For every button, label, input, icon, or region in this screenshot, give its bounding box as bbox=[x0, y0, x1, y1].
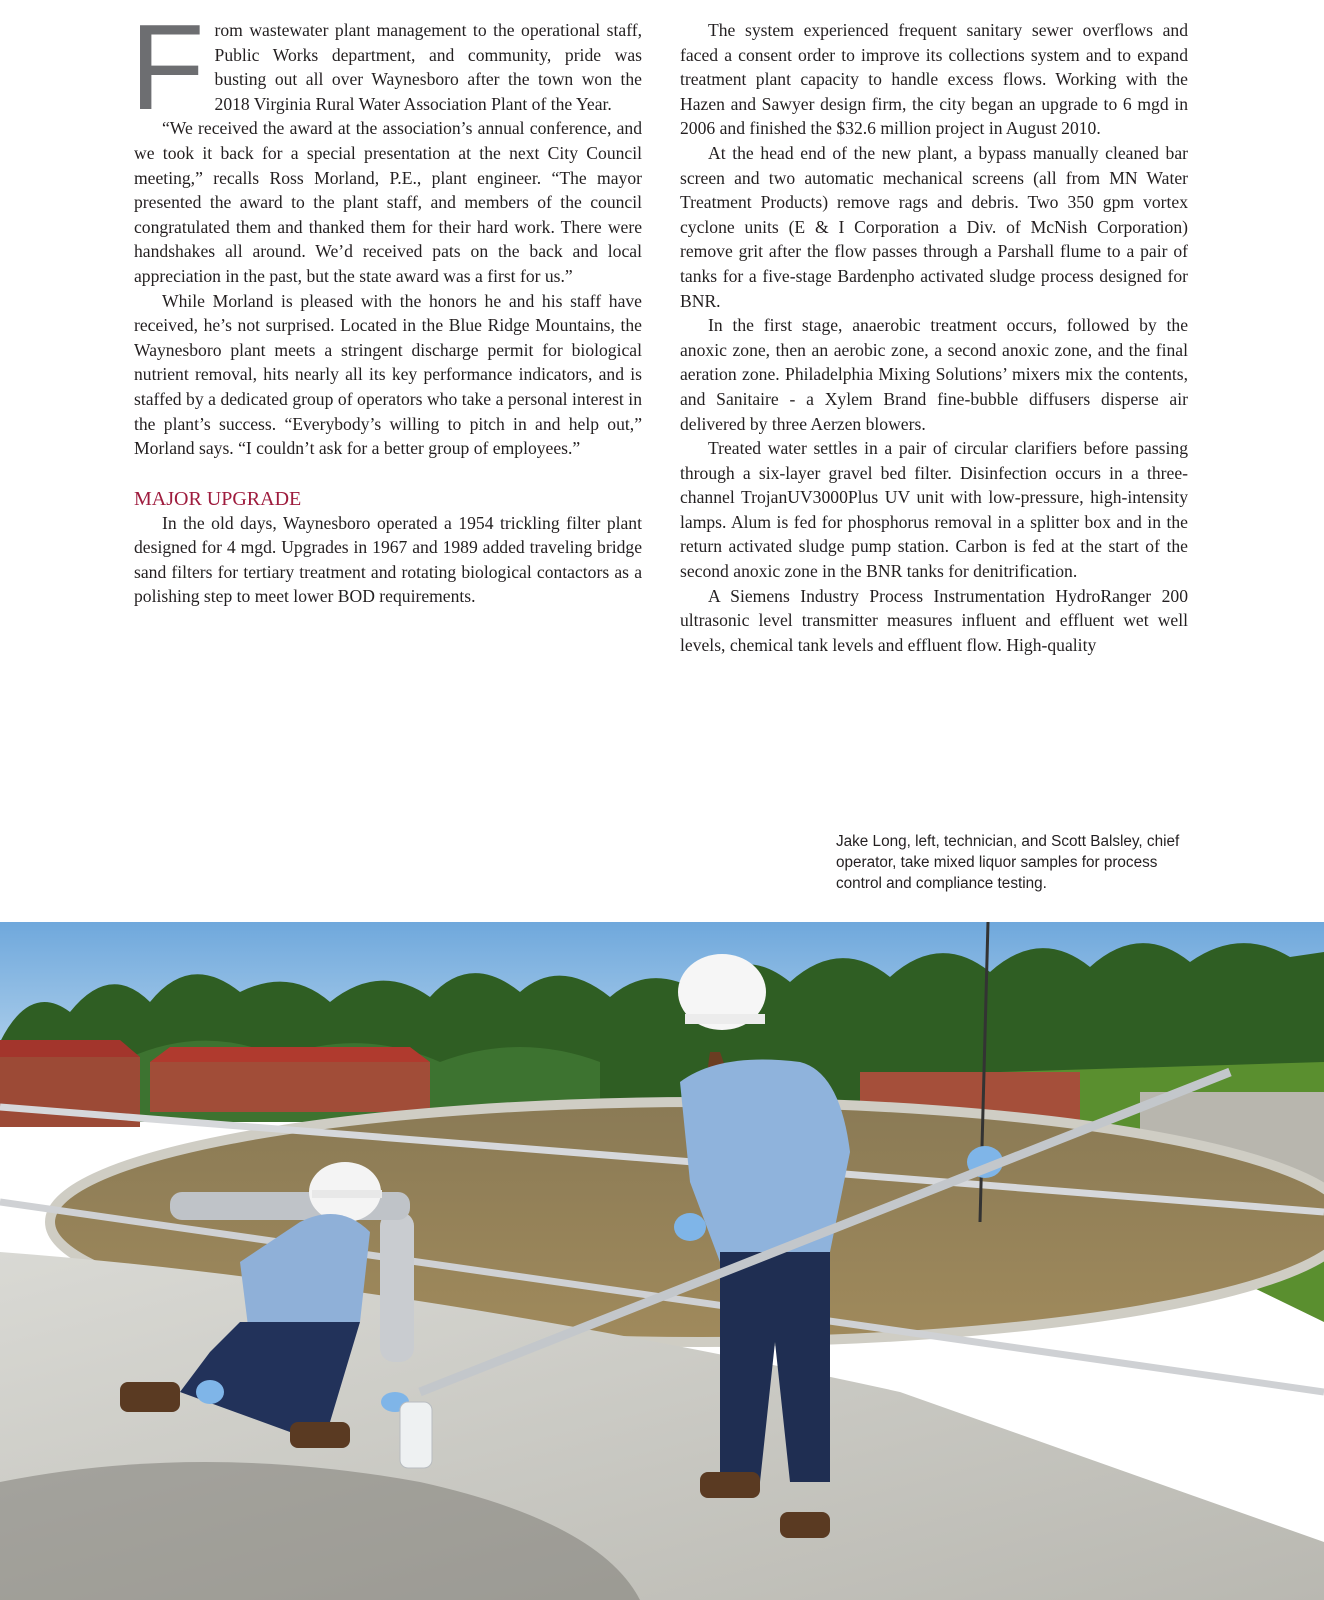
roof-left bbox=[0, 1040, 140, 1057]
left-column bbox=[130, 0, 642, 609]
pipe-vertical bbox=[380, 1212, 414, 1362]
paragraph-siemens: A Siemens Industry Process Instrumentation HydroRanger 200 ultrasonic level transmitter measures influent and effluent wet well levels, chemical tank levels and effluent flow. High-quality bbox=[680, 585, 1188, 655]
paragraph-head-end: At the head end of the new plant, a bypass manually cleaned bar screen and two automatic mechanical screens (all from MN Water Treatment Products) remove rags and debris. Two 350 gpm vortex cyclone units (E & I Corporation a Div. of McNish Corporation) remove grit after the flow passes through a Parshall flume to a pair of tanks for a five-stage Bardenpho activated sludge process designed for BNR. bbox=[680, 142, 1188, 311]
drop-cap: F bbox=[130, 0, 205, 135]
photo-caption: Jake Long, left, technician, and Scott Balsley, chief operator, take mixed liquor samples for process control and compliance testing. bbox=[836, 833, 1180, 892]
brick-building-center bbox=[150, 1062, 430, 1112]
photo-illustration bbox=[0, 922, 1324, 1600]
paragraph-intro bbox=[130, 0, 642, 135]
paragraph-treated-water: Treated water settles in a pair of circular clarifiers before passing through a six-layer gravel bed filter. Disinfection occurs in a three-channel TrojanUV3000Plus UV unit with low-pressure, high-intensity lamps. Alum is fed for phosphorus removal in a splitter box and in the return activated sludge pump station. Carbon is fed at the start of the second anoxic zone in the BNR tanks for denitrification. bbox=[680, 438, 1188, 582]
paragraph-award-quote: “We received the award at the association’s annual conference, and we took it back for a special presentation at the next City Council meeting,” recalls Ross Morland, P.E., plant engineer. “The mayor presented the award to the plant staff, and members of the council congratulated them and thanked them for their hard work. There were handshakes all around. We’d received pats on the back and local appreciation in the past, but the state award was a first for us.” bbox=[134, 118, 642, 286]
paragraph-overflows: The system experienced frequent sanitary sewer overflows and faced a consent order to improve its collections system and to expand treatment plant capacity to handle excess flows. Working with the Hazen and Sawyer design firm, the city began an upgrade to 6 mgd in 2006 and finished the $32.6 million project in August 2010. bbox=[680, 20, 1188, 139]
paragraph-old-days: In the old days, Waynesboro operated a 1954 trickling filter plant designed for 4 mgd. Upgrades in 1967 and 1989 added traveling bridge sand filters for tertiary treatment and rotating biological contactors as a polishing step to meet lower BOD requirements. bbox=[134, 512, 642, 607]
paragraph-first-stage: In the first stage, anaerobic treatment occurs, followed by the anoxic zone, then an aerobic zone, a second anoxic zone, and the final aeration zone. Philadelphia Mixing Solutions’ mixers mix the contents, and Sanitaire - a Xylem Brand fine-bubble diffusers disperse air delivered by three Aerzen blowers. bbox=[680, 315, 1188, 434]
sample-bottle bbox=[400, 1402, 432, 1468]
roof-center bbox=[150, 1047, 430, 1062]
subhead-major-upgrade: MAJOR UPGRADE bbox=[134, 487, 302, 510]
paragraph-morland: While Morland is pleased with the honors he and his staff have received, he’s not surprised. Located in the Blue Ridge Mountains, the Waynesboro plant meets a stringent discharge permit for biological nutrient removal, hits nearly all its key performance indicators, and is staffed by a dedicated group of operators who take a personal interest in the plant’s success. “Everybody’s willing to pitch in and help out,” Morland says. “I couldn’t ask for a better group of employees.” bbox=[134, 290, 642, 459]
photo-operators-sampling bbox=[0, 922, 1324, 1600]
right-column bbox=[680, 18, 1188, 657]
paragraph-intro-text: rom wastewater plant management to the operational staff, Public Works department, and community, pride was busting out all over Waynesboro after the town won the 2018 Virginia Rural Water Association Plant of the Year. bbox=[214, 20, 642, 114]
